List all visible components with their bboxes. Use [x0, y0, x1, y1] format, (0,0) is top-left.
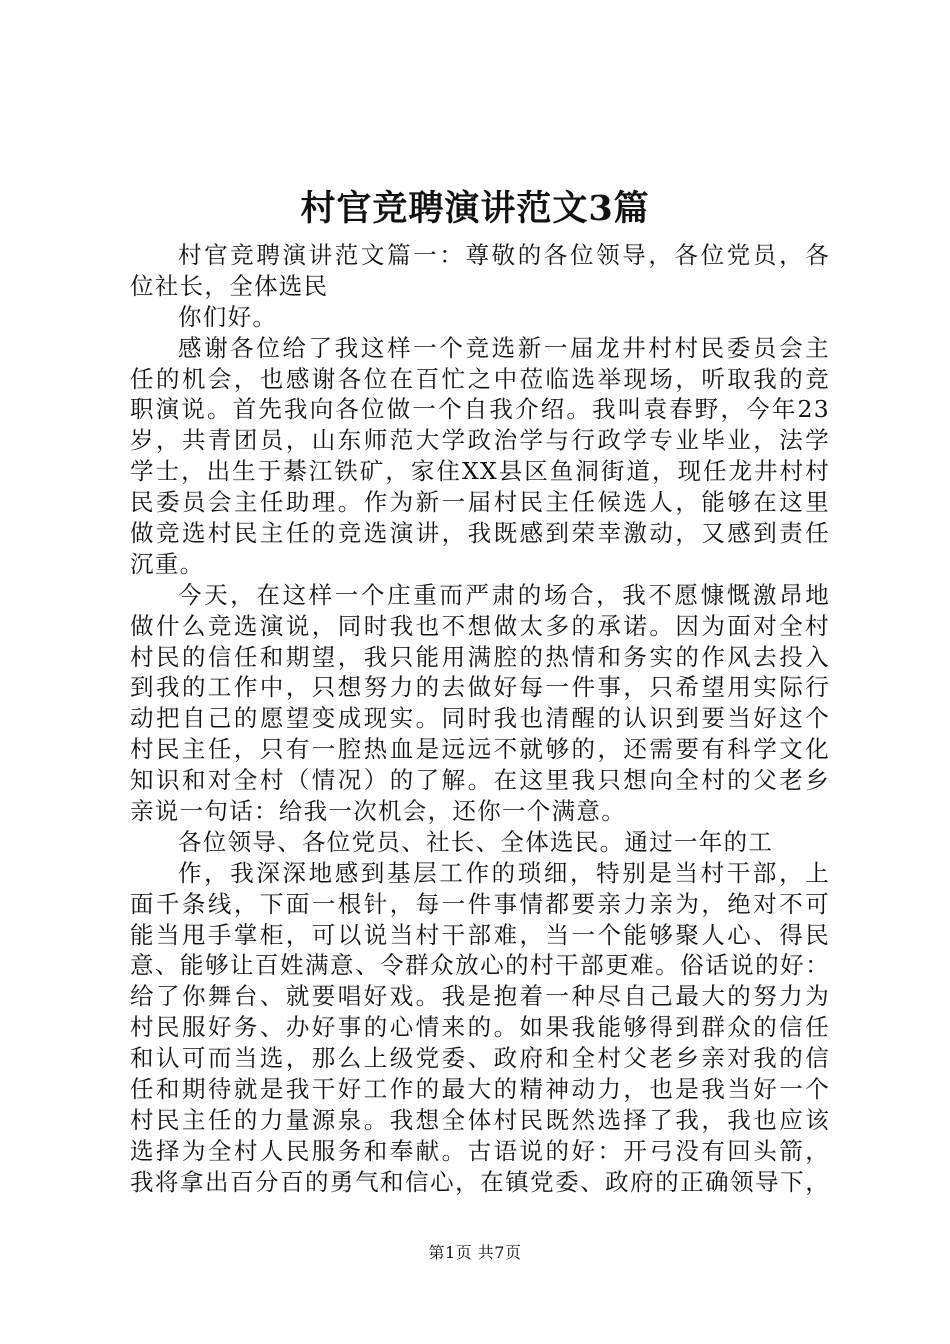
text-line: 今天，在这样一个庄重而严肃的场合，我不愿慷慨激昂地: [178, 580, 830, 609]
text-line: 到我的工作中，只想努力的去做好每一件事，只希望用实际行: [130, 673, 830, 702]
text-line: 能当甩手掌柜，可以说当村干部难，当一个能够聚人心、得民: [130, 920, 830, 949]
text-line: 学士，出生于綦江铁矿，家住XX县区鱼洞街道，现任龙井村村: [130, 457, 830, 486]
text-line: 你们好。: [178, 302, 278, 331]
text-line: 知识和对全村（情况）的了解。在这里我只想向全村的父老乡: [130, 766, 830, 795]
text-line: 亲说一句话：给我一次机会，还你一个满意。: [130, 797, 626, 826]
text-line: 作，我深深地感到基层工作的琐细，特别是当村干部，上: [178, 858, 830, 887]
text-line: 沉重。: [130, 549, 205, 578]
text-line: 民委员会主任助理。作为新一届村民主任候选人，能够在这里: [130, 488, 830, 517]
text-line: 岁，共青团员，山东师范大学政治学与行政学专业毕业，法学: [130, 426, 830, 455]
document-title: 村官竞聘演讲范文3篇: [300, 188, 650, 229]
text-line: 动把自己的愿望变成现实。同时我也清醒的认识到要当好这个: [130, 704, 830, 733]
text-line: 意、能够让百姓满意、令群众放心的村干部更难。俗话说的好：: [130, 951, 830, 980]
text-line: 职演说。首先我向各位做一个自我介绍。我叫袁春野，今年23: [130, 395, 830, 424]
text-line: 我将拿出百分百的勇气和信心，在镇党委、政府的正确领导下，: [130, 1167, 830, 1196]
text-line: 位社长，全体选民: [130, 271, 329, 300]
text-line: 村民主任，只有一腔热血是远远不就够的，还需要有科学文化: [130, 735, 830, 764]
text-line: 做竞选村民主任的竞选演讲，我既感到荣幸激动，又感到责任: [130, 519, 830, 548]
text-line: 选择为全村人民服务和奉献。古语说的好：开弓没有回头箭，: [130, 1136, 830, 1165]
text-line: 感谢各位给了我这样一个竞选新一届龙井村村民委员会主: [178, 333, 830, 362]
text-line: 村民主任的力量源泉。我想全体村民既然选择了我，我也应该: [130, 1105, 830, 1134]
text-line: 村民服好务、办好事的心情来的。如果我能够得到群众的信任: [130, 1013, 830, 1042]
text-line: 任和期待就是我干好工作的最大的精神动力，也是我当好一个: [130, 1075, 830, 1104]
text-line: 村民的信任和期望，我只能用满腔的热情和务实的作风去投入: [130, 642, 830, 671]
page-footer: 第1页 共7页: [428, 1243, 522, 1262]
text-line: 村官竞聘演讲范文篇一：尊敬的各位领导，各位党员，各: [178, 241, 830, 269]
document-body: [130, 240, 830, 1198]
text-line: 给了你舞台、就要唱好戏。我是抱着一种尽自己最大的努力为: [130, 982, 830, 1011]
text-line: 面千条线，下面一根针，每一件事情都要亲力亲为，绝对不可: [130, 889, 830, 918]
text-line: 各位领导、各位党员、社长、全体选民。通过一年的工: [178, 827, 774, 856]
text-line: 做什么竞选演说，同时我也不想做太多的承诺。因为面对全村: [130, 611, 830, 640]
text-line: 任的机会，也感谢各位在百忙之中莅临选举现场，听取我的竞: [130, 364, 830, 393]
text-line: 和认可而当选，那么上级党委、政府和全村父老乡亲对我的信: [130, 1044, 830, 1073]
